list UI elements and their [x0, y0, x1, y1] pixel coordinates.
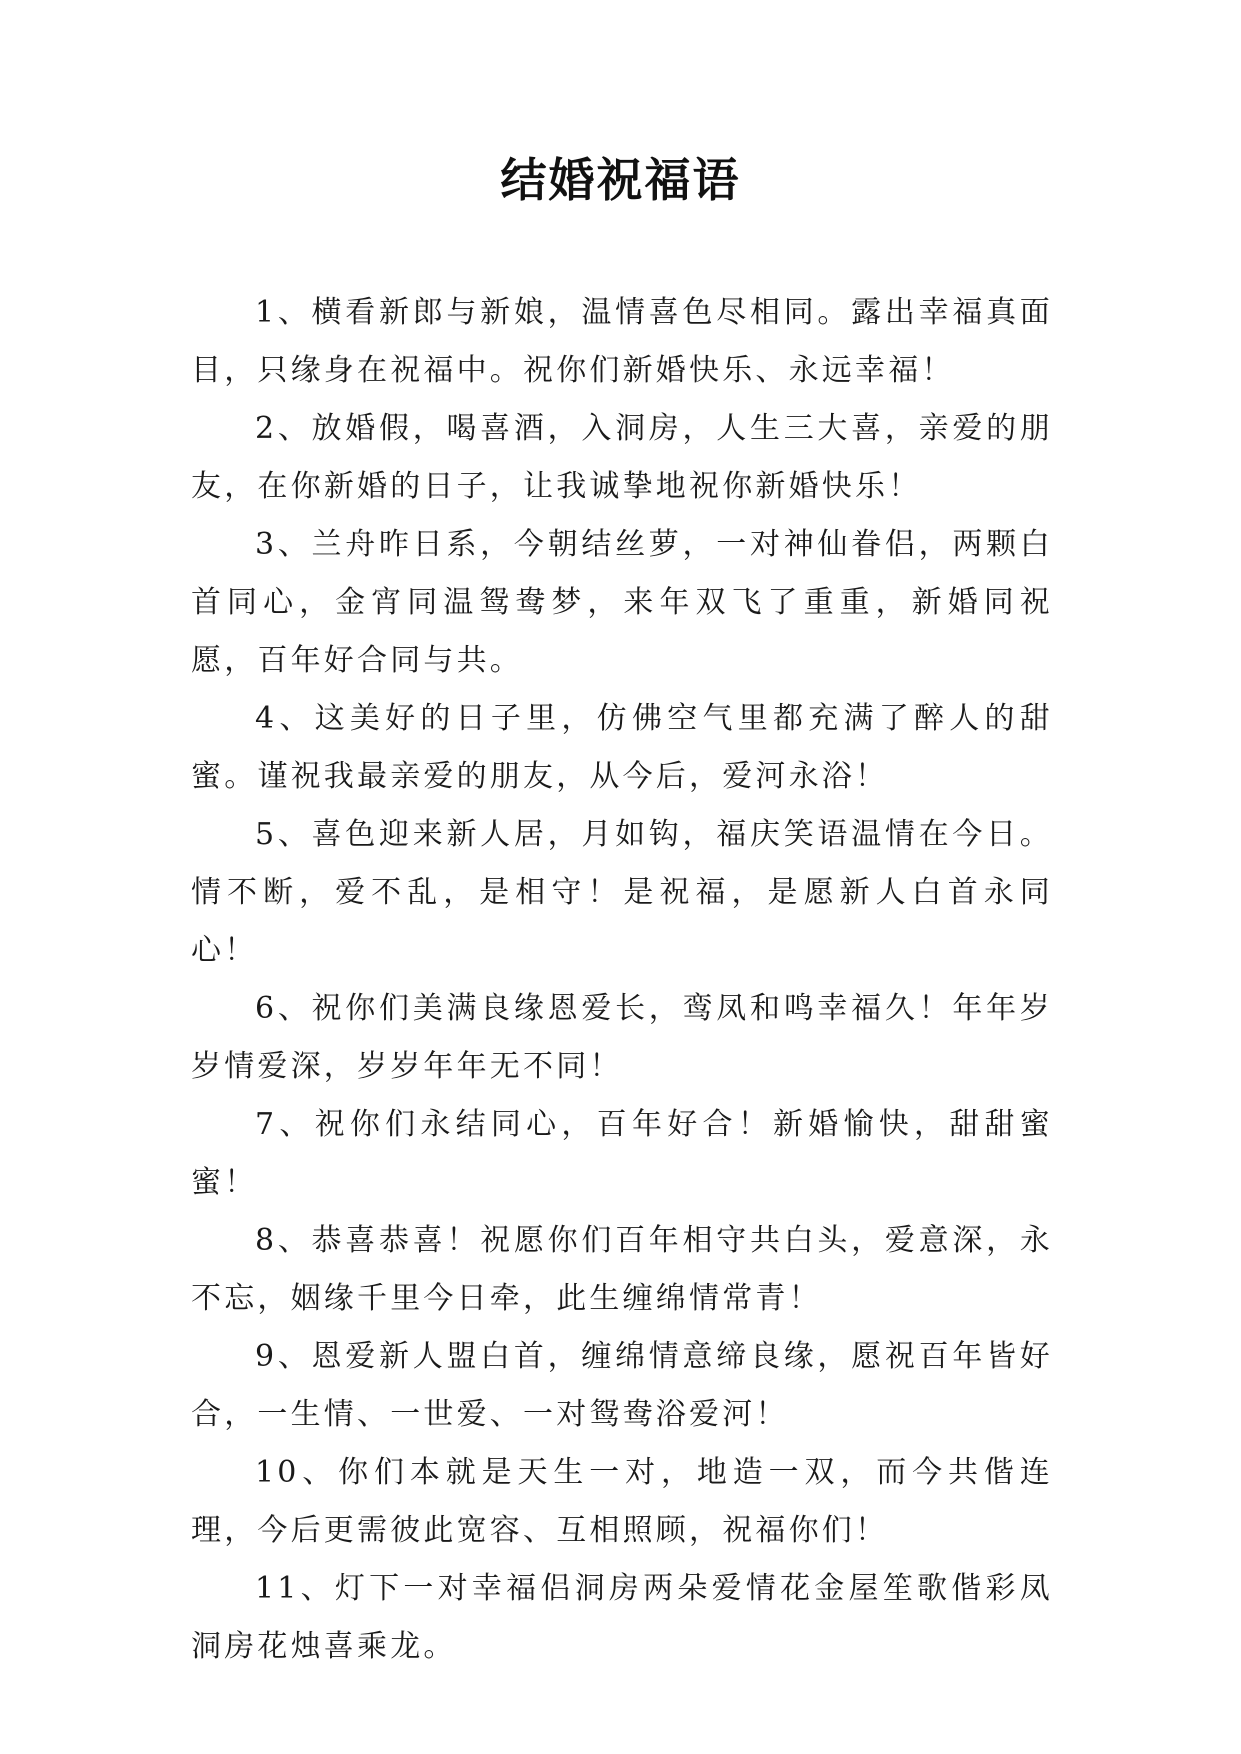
blessing-paragraph-3: 3、兰舟昨日系，今朝结丝萝，一对神仙眷侣，两颗白首同心，金宵同温鸳鸯梦，来年双飞了重重，新婚同祝愿，百年好合同与共。: [191, 527, 1053, 678]
blessing-paragraph-5: 5、喜色迎来新人居，月如钩，福庆笑语温情在今日。情不断，爱不乱，是相守！是祝福，是愿新人白首永同心！: [191, 817, 1053, 968]
blessing-paragraph-1: 1、横看新郎与新娘，温情喜色尽相同。露出幸福真面目，只缘身在祝福中。祝你们新婚快乐、永远幸福！: [191, 295, 1053, 388]
blessing-paragraph-11: 11、灯下一对幸福侣洞房两朵爱情花金屋笙歌偕彩凤洞房花烛喜乘龙。: [191, 1571, 1053, 1664]
blessing-paragraph-4: 4、这美好的日子里，仿佛空气里都充满了醉人的甜蜜。谨祝我最亲爱的朋友，从今后，爱河永浴！: [191, 701, 1053, 794]
blessing-paragraph-9: 9、恩爱新人盟白首，缠绵情意缔良缘，愿祝百年皆好合，一生情、一世爱、一对鸳鸯浴爱河！: [191, 1339, 1053, 1432]
blessing-paragraph-2: 2、放婚假，喝喜酒，入洞房，人生三大喜，亲爱的朋友，在你新婚的日子，让我诚挚地祝你新婚快乐！: [191, 411, 1053, 504]
document-title: 结婚祝福语: [500, 153, 741, 207]
blessing-paragraph-8: 8、恭喜恭喜！祝愿你们百年相守共白头，爱意深，永不忘，姻缘千里今日牵，此生缠绵情常青！: [191, 1223, 1053, 1316]
blessing-paragraph-6: 6、祝你们美满良缘恩爱长，鸾凤和鸣幸福久！年年岁岁情爱深，岁岁年年无不同！: [191, 991, 1053, 1084]
document-body: [191, 284, 1053, 1676]
blessing-paragraph-7: 7、祝你们永结同心，百年好合！新婚愉快，甜甜蜜蜜！: [191, 1107, 1053, 1200]
blessing-paragraph-10: 10、你们本就是天生一对，地造一双，而今共偕连理，今后更需彼此宽容、互相照顾，祝福你们！: [191, 1455, 1053, 1548]
